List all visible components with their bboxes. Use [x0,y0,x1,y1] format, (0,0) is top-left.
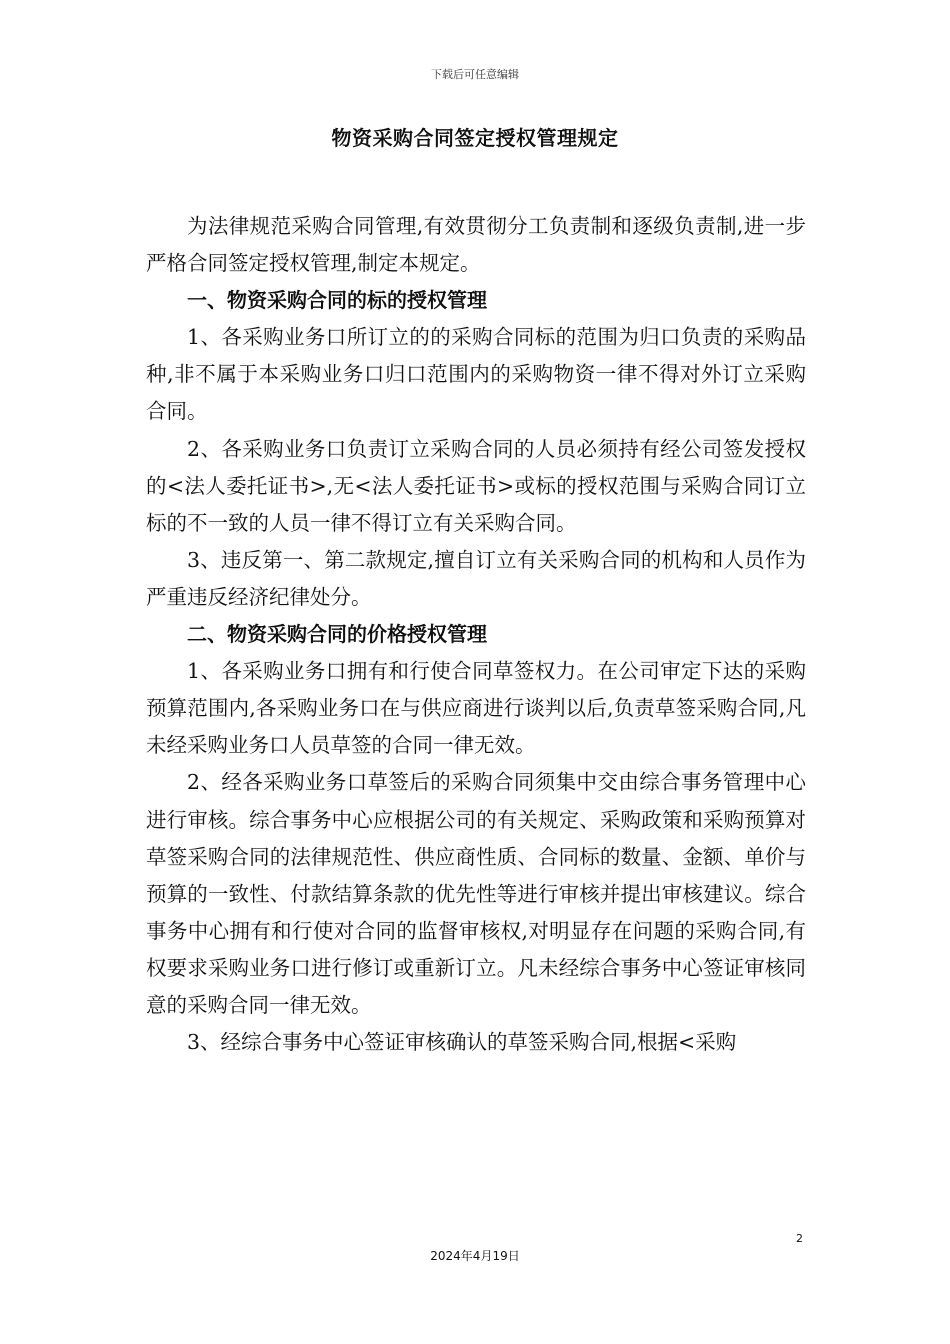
paragraph: 3、违反第一、第二款规定,擅自订立有关采购合同的机构和人员作为严重违反经济纪律处分。 [146,547,806,609]
paragraph: 3、经综合事务中心签证审核确认的草签采购合同,根据<采购 [187,1030,737,1055]
section-heading-price-authorization: 二、物资采购合同的价格授权管理 [187,622,487,647]
paragraph: 1、各采购业务口拥有和行使合同草签权力。在公司审定下达的采购预算范围内,各采购业务口在与供应商进行谈判以后,负责草签采购合同,凡未经采购业务口人员草签的合同一律无效。 [146,659,806,758]
document-title: 物资采购合同签定授权管理规定 [331,126,619,150]
paragraph: 2、经各采购业务口草签后的采购合同须集中交由综合事务管理中心进行审核。综合事务中心应根据公司的有关规定、采购政策和采购预算对草签采购合同的法律规范性、供应商性质、合同标的数量、金额、单价与预算的一致性、付款结算条款的优先性等进行审核并提出审核建议。综合事务中心拥有和行使对合同的监督审核权,对明显存在问题的采购合同,有权要求采购业务口进行修订或重新订立。凡未经综合事务中心签证审核同意的采购合同一律无效。 [146,770,806,1017]
header-note: 下载后可任意编辑 [431,68,519,81]
page-number: 2 [796,1232,803,1245]
section-heading-subject-authorization: 一、物资采购合同的标的授权管理 [187,288,487,313]
intro-paragraph: 为法律规范采购合同管理,有效贯彻分工负责制和逐级负责制,进一步严格合同签定授权管理,制定本规定。 [146,214,806,276]
paragraph: 2、各采购业务口负责订立采购合同的人员必须持有经公司签发授权的<法人委托证书>,无<法人委托证书>或标的授权范围与采购合同订立标的不一致的人员一律不得订立有关采购合同。 [146,436,806,535]
footer-date: 2024年4月19日 [430,1249,520,1263]
paragraph: 1、各采购业务口所订立的的采购合同标的范围为归口负责的采购品种,非不属于本采购业务口归口范围内的采购物资一律不得对外订立采购合同。 [146,325,806,424]
document-body [146,208,806,1061]
